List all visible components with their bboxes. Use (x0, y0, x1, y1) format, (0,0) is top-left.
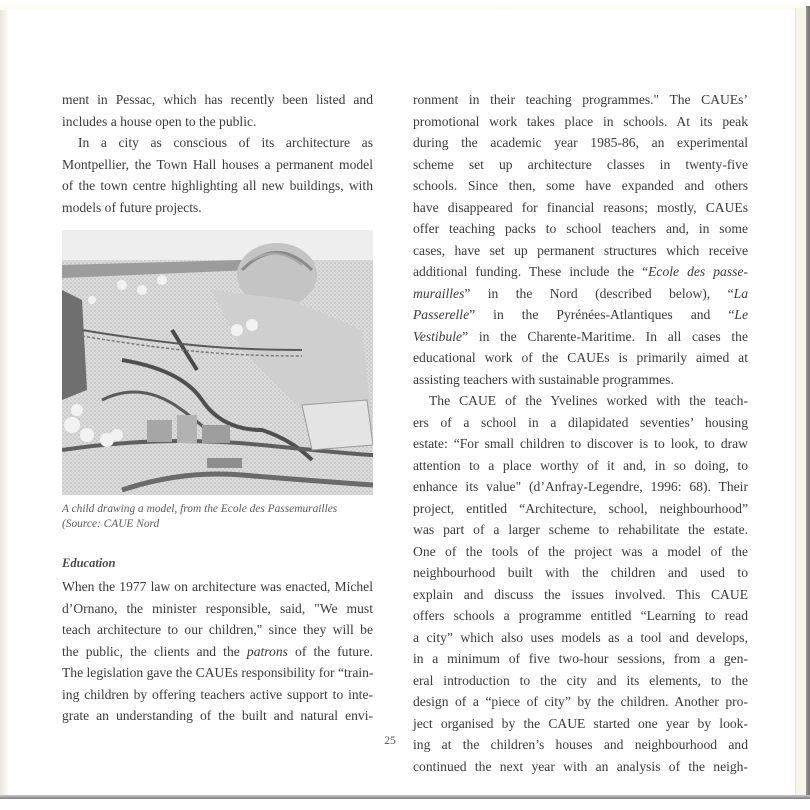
text-line: cases, have set up permanent structures which receive (413, 242, 748, 258)
text-line: ment in Pessac, which has recently been listed and (62, 92, 373, 107)
text-line: In a city as conscious of its architecture as (78, 135, 373, 150)
text-line: d’Ornano, the minister responsible, said, "We must (62, 600, 373, 616)
text-line-with-italic (413, 304, 748, 326)
caption-line: A child drawing a model, from the Ecole des Passemurailles (62, 503, 338, 515)
paragraph-caue-promotion (413, 89, 748, 390)
text-line-with-italic (413, 283, 748, 305)
text-line-with-italic (413, 261, 748, 283)
text-line: ject organised by the CAUE started one year by look- (413, 715, 748, 731)
text-line: The CAUE of the Yvelines worked with the teach- (429, 393, 748, 408)
text-line: in a minimum of five two-hour sessions, from a gen- (413, 651, 748, 666)
text-line: enhance its value" (d’Anfray-Legendre, 1996: 68). Their (413, 479, 748, 494)
text-line: explain and discuss the issues involved. This CAUE (413, 586, 748, 602)
text-line: estate: “For small children to discover is to look, to draw (413, 436, 748, 451)
text-run: ” in the Pyrénées-Atlantiques and “ (469, 307, 735, 322)
caption-line: (Source: CAUE Nord (62, 518, 160, 530)
text-line: project, entitled “Architecture, school, neighbourhood” (413, 500, 748, 516)
photo-illustration (62, 230, 373, 495)
text-line: ing children by offering teachers active support to inte- (62, 686, 373, 702)
text-line: scheme set up architecture classes in twenty-five (413, 156, 748, 172)
text-line: offers schools a programme entitled “Learning to read (413, 608, 748, 623)
text-line: Montpellier, the Town Hall houses a permanent model (62, 156, 373, 172)
text-run: of the future. (287, 643, 374, 659)
text-line: eral introduction to the city and its elements, to the (413, 672, 748, 688)
text-line: models of future projects. (62, 199, 202, 215)
text-line: One of the tools of the project was a model of the (413, 543, 748, 559)
text-line: of the town centre highlighting all new buildings, with (62, 178, 373, 193)
paragraph-caue-yvelines (413, 390, 748, 777)
text-line: a city” which also uses models as a tool and develops, (413, 629, 748, 645)
text-line: grate an understanding of the built and natural envi- (62, 708, 373, 723)
text-run: ” in the Charente-Maritime. In all cases the (462, 328, 748, 344)
page-number: 25 (384, 735, 396, 747)
paragraph-montpellier (62, 132, 373, 218)
text-line: schools. Since then, some have expanded and others (413, 178, 748, 193)
text-line: teach architecture to our children," since they will be (62, 622, 373, 637)
text-line: promotional work takes place in schools. At its peak (413, 113, 748, 129)
education-paragraph (62, 576, 373, 727)
text-line: When the 1977 law on architecture was enacted, Michel (62, 579, 373, 594)
italic-murailles: murailles (413, 285, 465, 301)
paragraph-pessac (62, 89, 373, 132)
text-line: during the academic year 1985-86, an experimental (413, 135, 748, 150)
right-column (413, 89, 748, 777)
text-line: assisting teachers with sustainable programmes. (413, 371, 674, 387)
italic-la: La (733, 285, 748, 301)
italic-passerelle: Passerelle (413, 307, 470, 322)
text-line: have disappeared for financial reasons; mostly, CAUEs (413, 199, 748, 215)
italic-term-patrons: patrons (246, 643, 288, 659)
text-line: continued the next year with an analysis of the neigh- (413, 758, 748, 774)
left-column-intro (62, 89, 373, 218)
text-line: ers of a school in a dilapidated seventies’ housing (413, 414, 748, 430)
figure-caption (62, 502, 373, 532)
italic-le: Le (734, 307, 748, 322)
text-run: ” in the Nord (described below), “ (464, 285, 734, 301)
italic-vestibule: Vestibule (413, 328, 463, 344)
page-top-shade (0, 0, 800, 10)
text-line: educational work of the CAUEs is primarily aimed at (413, 350, 748, 365)
text-line: The legislation gave the CAUEs responsibility for “train- (62, 665, 374, 680)
section-heading-education: Education (62, 556, 116, 570)
text-line-with-italic (413, 326, 748, 348)
text-line: offer teaching packs to school teachers and, in some (413, 221, 748, 236)
page-gutter-shadow (0, 10, 8, 798)
page-right-edge (806, 6, 810, 798)
text-run: additional funding. These include the “ (413, 264, 649, 279)
page-bottom-edge (0, 795, 810, 799)
text-line: was part of a larger scheme to rehabilitate the estate. (413, 522, 748, 537)
text-line: includes a house open to the public. (62, 113, 257, 129)
text-line: attention to a place worthy of it and, in so doing, to (413, 457, 748, 473)
text-line: ronment in their teaching programmes." The CAUEs’ (413, 92, 748, 107)
text-line: design of a “piece of city” by the children. Another pro- (413, 694, 748, 709)
figure-photo-child-drawing-model (62, 230, 373, 495)
text-run: the public, the clients and the (62, 643, 247, 659)
text-line: neighbourhood built with the children and used to (413, 565, 748, 580)
text-line-with-italic (62, 641, 373, 663)
text-line: ing at the children’s houses and neighbourhood and (413, 737, 748, 752)
italic-ecole-des-passe: Ecole des passe- (648, 264, 748, 279)
